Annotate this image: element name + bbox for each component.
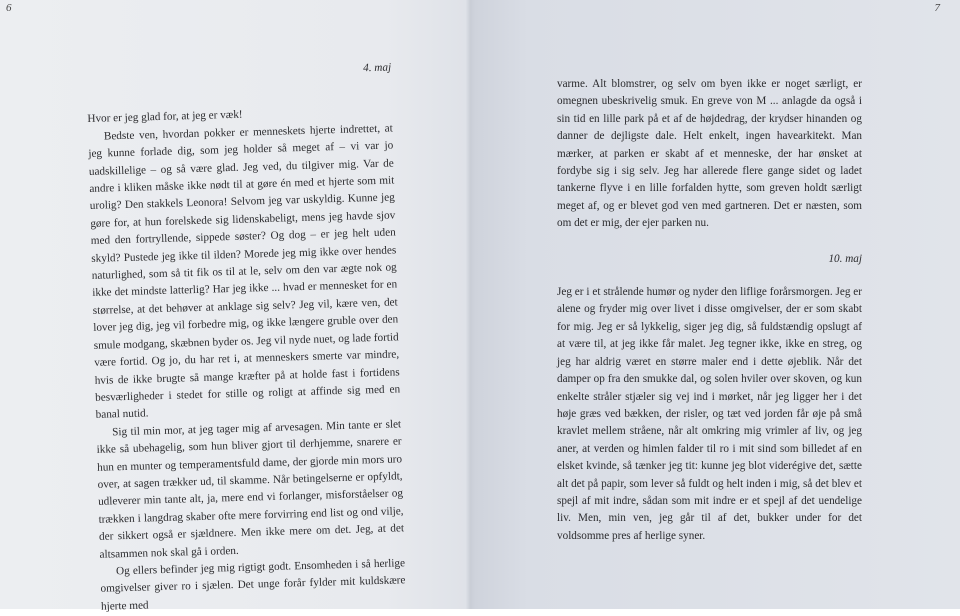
letter-date: 10. maj — [828, 252, 862, 265]
left-page-text — [86, 59, 406, 615]
paragraph: Jeg er i et strålende humør og nyder den liflige forårsmorgen. Jeg er alene og fryder mig over livet i disse omgivelser, der er som skabt for mig. Jeg er så lykkelig, siger jeg dig, så fuldstændig opslugt af at være til, at jeg ikke får malet. Jeg tegner ikke, ikke en streg, og jeg har aldrig været en større maler end i dette øjeblik. Når det damper op fra den smukke dal, og solen hviler over skoven, og kun enkelte stråler stjæler sig vej ind i mørket, når jeg ligger her i det høje græs ved bækken, der risler, og tæt ved jorden får øje på små kravlet mellem stråene, når alt omkring mig vrimler af liv, og jeg aner, at verden og himlen falder til ro i mit sind som billedet af en elsket kvinde, så tænker jeg tit: kunne jeg blot viderégive det, sætte alt det på papir, som lever så fuldt og helt inden i mig, så det blev et spejl af mit indre, sådan som mit indre er et spejl af det uendelige liv. Men, min ven, jeg går til af det, bukker under for det voldsomme pres af herlige syner. — [557, 286, 862, 542]
paragraph: varme. Alt blomstrer, og selv om byen ikke er noget særligt, er omegnen ubeskrivelig smuk. En greve von M ... anlagde da også i sin tid en lille park på et af de højdedrag, der krydser hinanden og danner de dejligste dale. Helt enkelt, ingen havearkitekt. Man mærker, at parken er skabt af et menneske, der har ønsket at fordybe sig i sig selv. Jeg har allerede flere gange sidet og ladet tankerne flyve i en lille forfalden hytte, som greven holdt særligt meget af, og er blevet god ven med gartneren. Det er næsten, som om det er mig, der ejer parken nu. — [557, 78, 862, 230]
right-page — [470, 0, 960, 609]
left-page-number: 6 — [6, 2, 12, 14]
letter-date: 4. maj — [362, 61, 392, 75]
paragraph: Og ellers befinder jeg mig rigtigt godt. Ensomheden i så herlige omgivelser giver ro i sjælen. Det unge forår fylder mit kuldskære hjerte med — [100, 557, 406, 613]
paragraph: Hvor er jeg glad for, at jeg er væk! — [87, 109, 243, 126]
paragraph: Sig til min mor, at jeg tager mig af arvesagen. Min tante er slet ikke så ubehagelig, som hun bliver gjort til derhjemme, snarere er hun en munter og temperamentsfuld dame, der gjorde min mors uro over, at sagen trækker ud, til skamme. Når betingelserne er opfyldt, udleverer min tante alt, ja, mere end vi forlanger, misforståelser og trækken i langdrag skaber ofte mere forvirring end list og ond vilje, der sikkert også er sjældnere. Men ikke mere om det. Jeg, at det altsammen nok skal gå i orden. — [96, 418, 405, 561]
left-page — [0, 0, 470, 613]
right-page-number: 7 — [934, 2, 940, 14]
paragraph: Bedste ven, hvordan pokker er menneskets hjerte indrettet, at jeg kunne forlade dig, som jeg holder så meget af – vi var jo uadskillelige – og så være glad. Jeg ved, du tilgiver mig. Var de andre i kliken måske ikke nødt til at gøre én med et hjerte som mit urolig? Den stakkels Leonora! Selvom jeg var uskyldig. Kunne jeg gøre for, at hun forelskede sig lidenskabeligt, mens jeg havde sjov med den fortryllende, sippede søster? Og dog – er jeg helt uden skyld? Pustede jeg ikke til ilden? Morede jeg mig ikke over hendes naturlighed, som så tit fik os til at le, selv om den var ægte nok og ikke det mindste latterlig? Har jeg ikke ... hvad er mennesket for en størrelse, at det behøver at anklage sig selv? Jeg vil, kære ven, det lover jeg dig, jeg vil forbedre mig, og ikke længere gruble over den smule modgang, skæbnen byder os. Jeg vil nyde nuet, og lade fortid være fortid. Og jo, du har ret i, at menneskers smerte var mindre, hvis de ikke brugte så mange kræfter på at holde fast i fortidens besværligheder i stedet for stille og roligt at affinde sig med en banal nutid. — [88, 122, 401, 422]
right-page-text — [557, 76, 862, 545]
